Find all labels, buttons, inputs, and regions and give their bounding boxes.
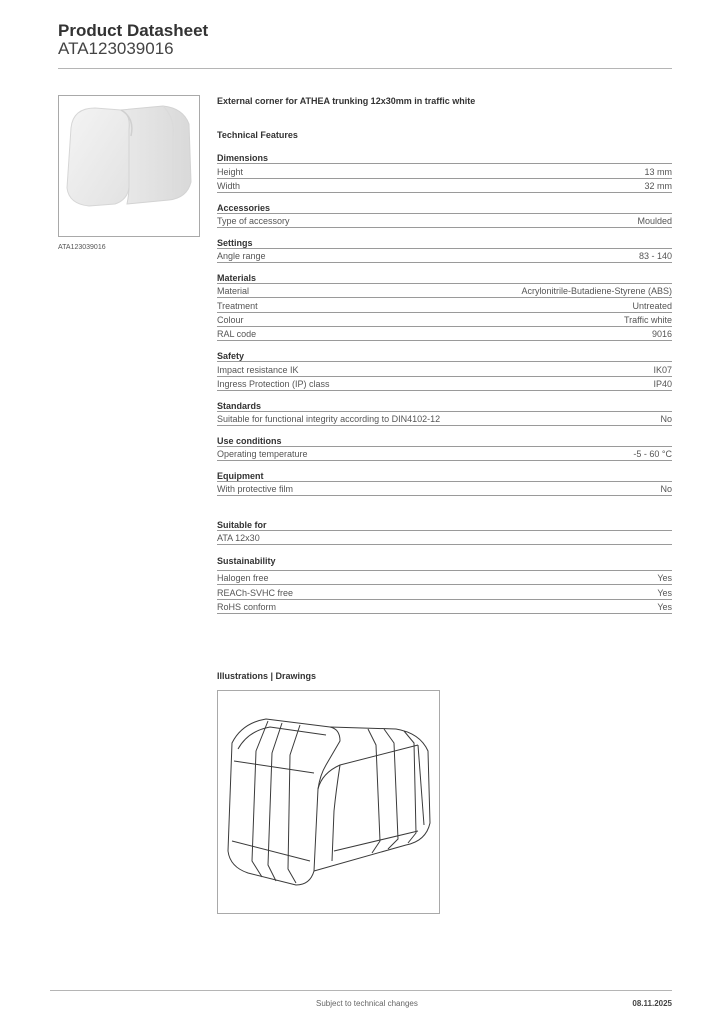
- section-suitable-for: [217, 518, 672, 545]
- row-value: Moulded: [637, 215, 672, 226]
- section-title: Suitable for: [217, 519, 267, 530]
- section-use-conditions: [217, 434, 672, 461]
- table-row: [217, 570, 672, 585]
- row-value: No: [660, 483, 672, 494]
- row-value: 9016: [651, 329, 672, 339]
- row-value: Yes: [657, 587, 672, 598]
- section-accessories: [217, 201, 672, 228]
- row-label: Width: [217, 180, 241, 191]
- row-label: Treatment: [217, 300, 258, 311]
- row-value: IP40: [653, 378, 672, 389]
- corner-piece-line-drawing: [218, 691, 439, 913]
- section-title: Settings: [217, 237, 253, 248]
- row-label: With protective film: [217, 483, 294, 494]
- footer-date: 08.11.2025: [632, 999, 672, 1008]
- technical-features: [217, 96, 672, 614]
- row-value: IK07: [653, 364, 672, 375]
- row-value: Yes: [657, 573, 672, 583]
- table-row: [217, 361, 672, 376]
- photo-caption: ATA123039016: [58, 244, 106, 251]
- row-label: Ingress Protection (IP) class: [217, 378, 330, 389]
- row-value: Untreated: [632, 300, 672, 311]
- table-row: [217, 599, 672, 614]
- table-row: [217, 326, 672, 341]
- table-row: [217, 283, 672, 298]
- section-dimensions: [217, 151, 672, 193]
- row-label: ATA 12x30: [217, 532, 260, 543]
- table-row: [217, 312, 672, 327]
- row-label: Operating temperature: [217, 448, 308, 459]
- table-row: [217, 411, 672, 426]
- table-row: [217, 446, 672, 461]
- table-row: [217, 248, 672, 263]
- row-label: RoHS conform: [217, 601, 277, 612]
- table-row: [217, 178, 672, 193]
- table-row: [217, 376, 672, 391]
- table-row: [217, 584, 672, 599]
- section-title: Use conditions: [217, 435, 282, 446]
- row-label: REACh-SVHC free: [217, 587, 294, 598]
- table-row: [217, 297, 672, 312]
- row-value: No: [660, 413, 672, 424]
- row-label: Impact resistance IK: [217, 364, 299, 375]
- row-value: -5 - 60 °C: [633, 448, 672, 459]
- corner-piece-photo: [59, 96, 199, 236]
- section-sustainability: [217, 554, 672, 614]
- section-equipment: [217, 469, 672, 496]
- row-value: 13 mm: [644, 166, 672, 177]
- table-row: [217, 530, 672, 545]
- section-title: Equipment: [217, 470, 264, 481]
- section-title: Standards: [217, 400, 262, 411]
- section-title: Materials: [217, 272, 257, 283]
- row-value: Acrylonitrile-Butadiene-Styrene (ABS): [521, 286, 672, 296]
- header-divider: [58, 68, 672, 69]
- row-label: Type of accessory: [217, 215, 290, 226]
- section-title: Accessories: [217, 202, 271, 213]
- product-description: External corner for ATHEA trunking 12x30mm in traffic white: [217, 96, 476, 106]
- product-code: ATA123039016: [58, 39, 174, 58]
- section-materials: [217, 271, 672, 342]
- footer-divider: [50, 990, 672, 991]
- section-title: Sustainability: [217, 555, 276, 566]
- section-safety: [217, 349, 672, 391]
- row-label: Suitable for functional integrity according to DIN4102-12: [217, 413, 441, 424]
- technical-features-title: Technical Features: [217, 130, 298, 140]
- row-value: 32 mm: [644, 180, 672, 191]
- row-value: Yes: [657, 601, 672, 612]
- section-settings: [217, 236, 672, 263]
- row-label: Halogen free: [217, 573, 269, 583]
- table-row: [217, 163, 672, 178]
- illustrations-title: Illustrations | Drawings: [217, 671, 317, 681]
- row-label: Angle range: [217, 250, 266, 261]
- section-title: Safety: [217, 351, 245, 361]
- section-standards: [217, 399, 672, 426]
- row-value: 83 - 140: [638, 250, 672, 261]
- technical-drawing: [217, 690, 440, 914]
- table-row: [217, 213, 672, 228]
- row-label: Colour: [217, 315, 244, 325]
- row-value: Traffic white: [623, 315, 672, 325]
- row-label: Material: [217, 286, 250, 296]
- table-row: [217, 481, 672, 496]
- row-label: Height: [217, 166, 244, 177]
- page-title: Product Datasheet: [58, 21, 209, 40]
- row-label: RAL code: [217, 329, 257, 339]
- product-photo: [58, 95, 200, 237]
- footer-note: Subject to technical changes: [316, 999, 418, 1008]
- section-title: Dimensions: [217, 153, 269, 163]
